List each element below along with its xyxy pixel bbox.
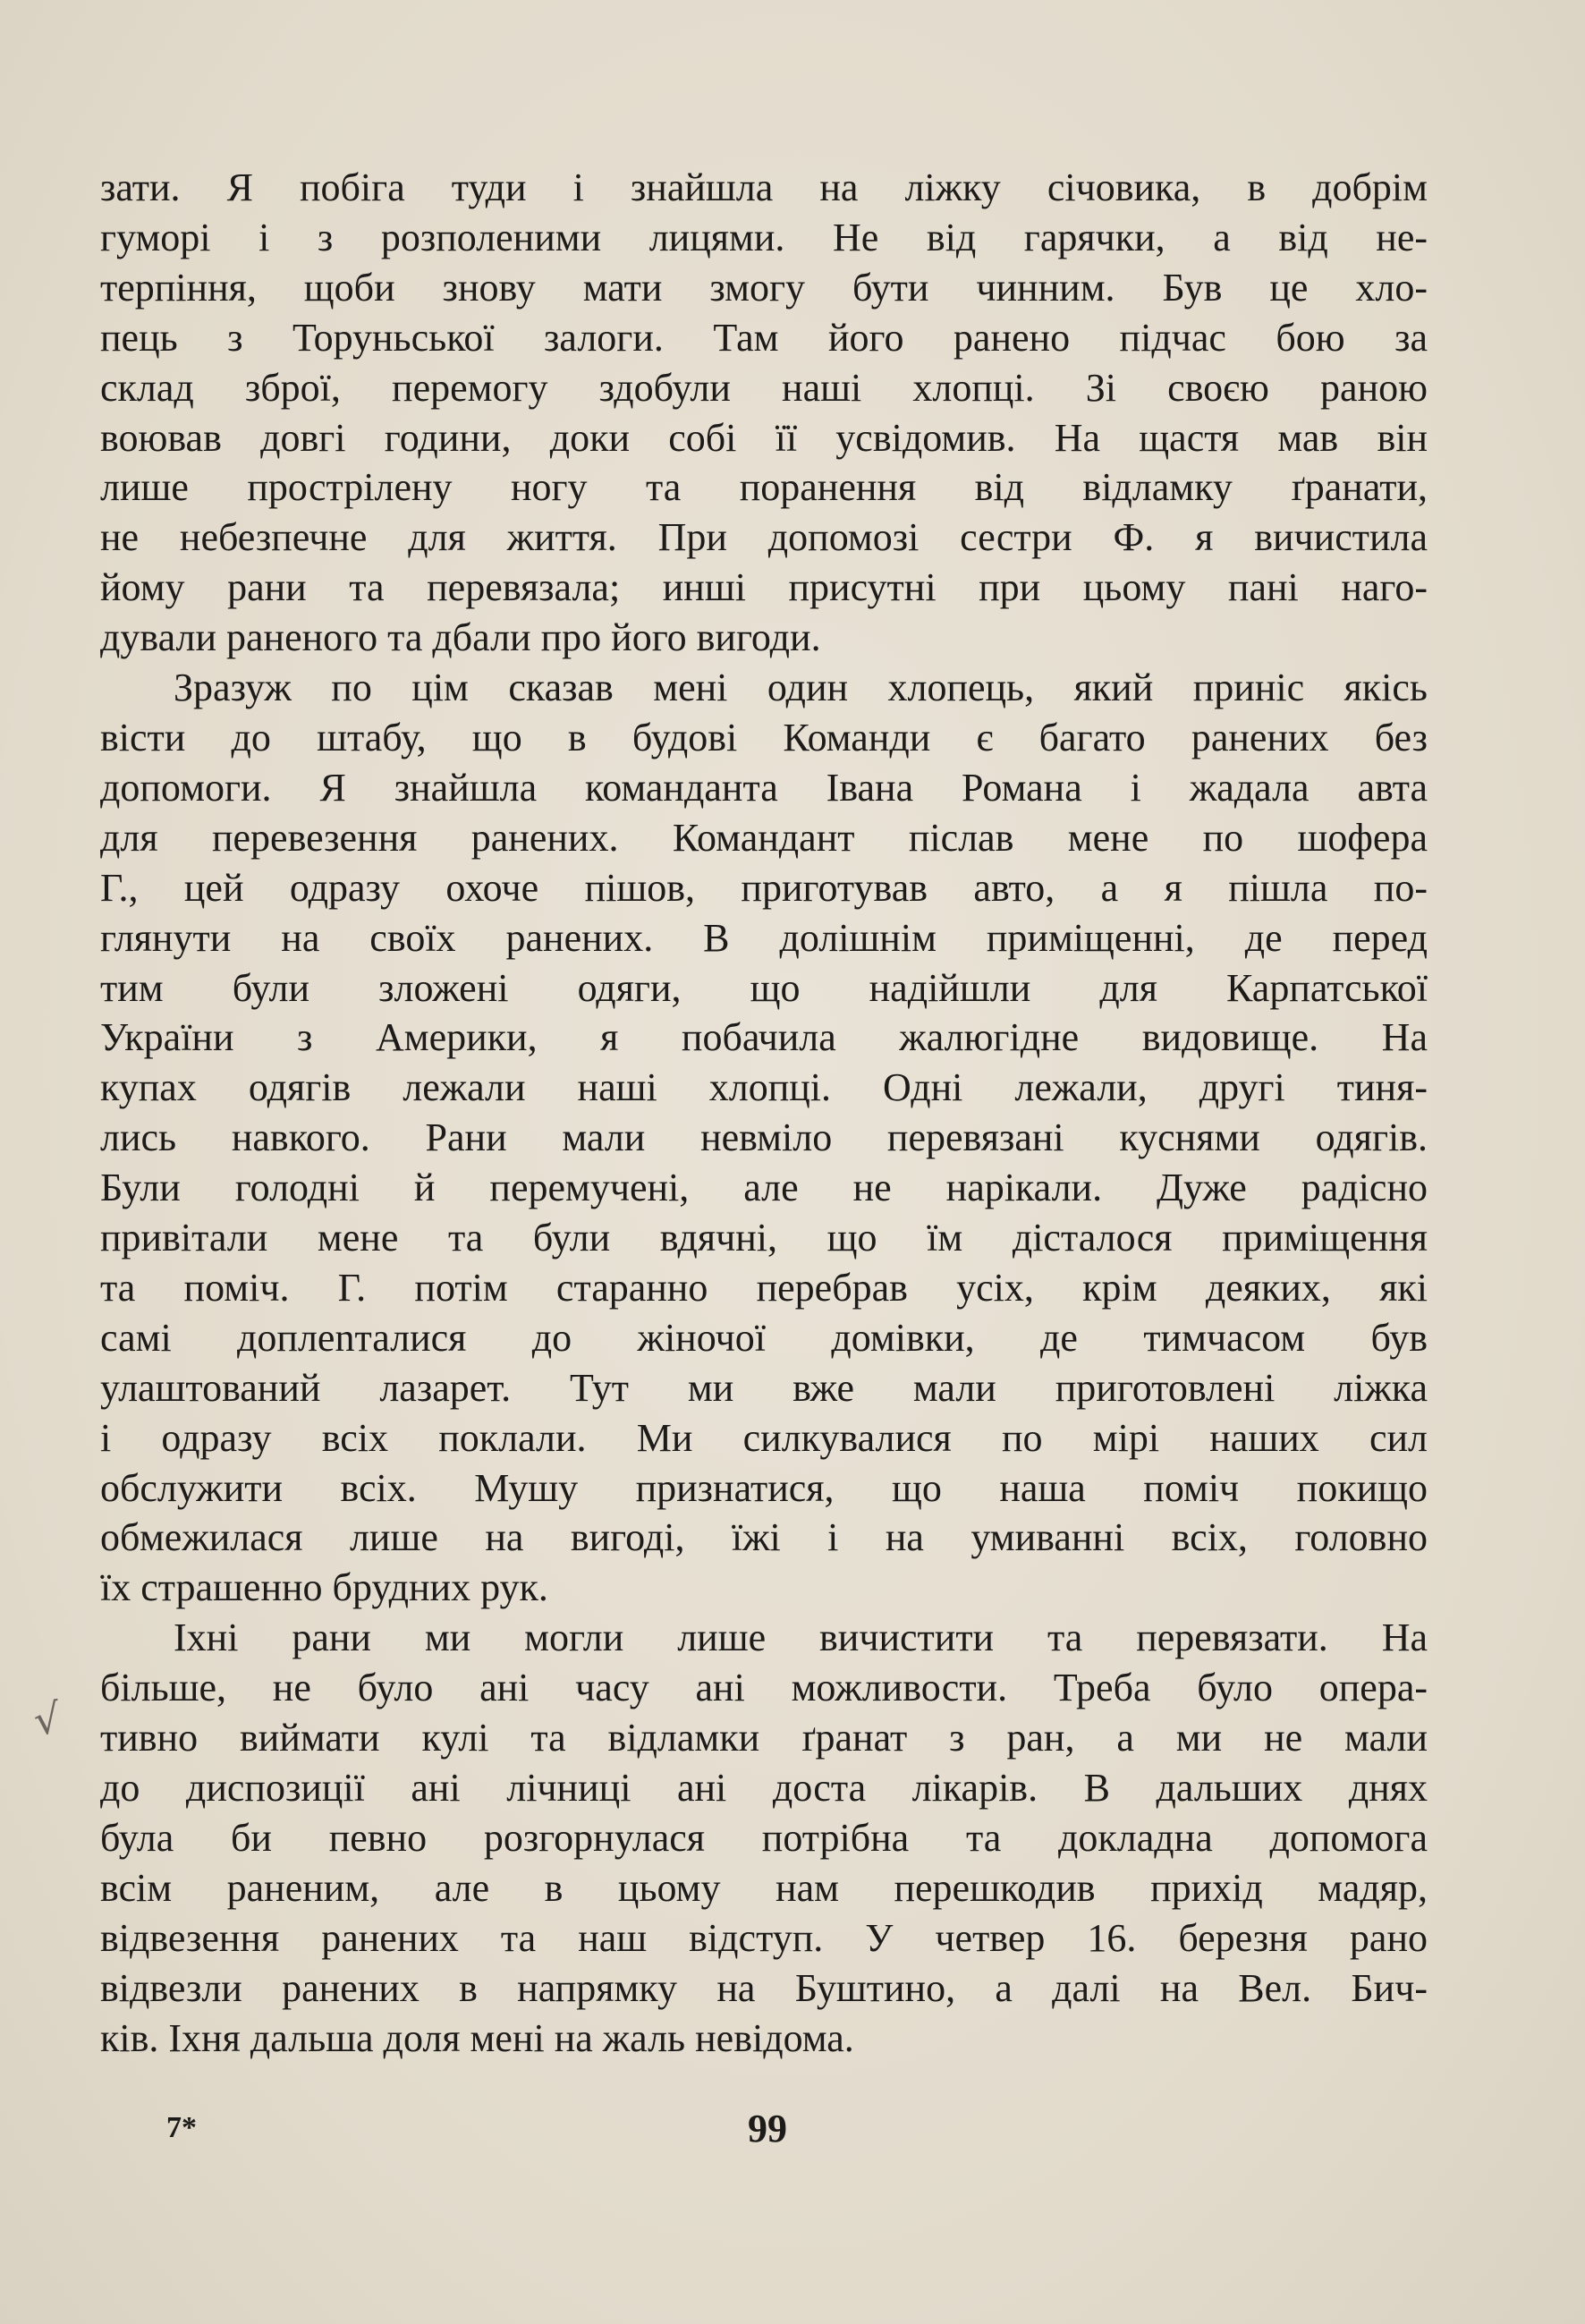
- text-line: відвезли ранених в напрямку на Буштино, а далі на Вел. Бич-: [100, 1965, 1428, 2010]
- text-line: Іхні рани ми могли лише вичистити та перевязати. На: [174, 1616, 1428, 1660]
- text-line: тивно виймати кулі та відламки ґранат з ран, а ми не мали: [100, 1716, 1428, 1760]
- text-line: Були голодні й перемучені, але не нарікали. Дуже радісно: [100, 1166, 1428, 1210]
- text-line: вісти до штабу, що в будові Команди є багато ранених без: [100, 715, 1428, 759]
- text-line: допомоги. Я знайшла команданта Івана Романа і жадала авта: [100, 765, 1428, 810]
- text-line: купах одягів лежали наші хлопці. Одні лежали, другі тиня-: [100, 1065, 1428, 1110]
- text-line: більше, не було ані часу ані можливости. Треба було опера-: [100, 1666, 1428, 1710]
- paragraph: [100, 1613, 1428, 2063]
- text-line: тим були зложені одяги, що надійшли для Карпатської: [100, 965, 1428, 1010]
- text-line: пець з Торуньської залоги. Там його ранено підчас бою за: [100, 315, 1428, 360]
- text-line: привітали мене та були вдячні, що їм дісталося приміщення: [100, 1216, 1428, 1260]
- text-line: не небезпечне для життя. При допомозі сестри Ф. я вичистила: [100, 515, 1428, 560]
- text-line: лись навкого. Рани мали невміло перевязані куснями одягів.: [100, 1115, 1428, 1160]
- text-line: до диспозиції ані лічниці ані доста лікарів. В дальших днях: [100, 1766, 1428, 1810]
- signature-mark: 7*: [166, 2111, 197, 2144]
- text-line: дували раненого та дбали про його вигоди.: [100, 615, 821, 660]
- text-line: відвезення ранених та наш відступ. У четвер 16. березня рано: [100, 1915, 1428, 1960]
- page-body: [100, 163, 1428, 2063]
- text-line: обмежилася лише на вигоді, їжі і на умиванні всіх, головно: [100, 1515, 1428, 1560]
- text-line: лише прострілену ногу та поранення від відламку ґранати,: [100, 465, 1428, 510]
- text-line: їх страшенно брудних рук.: [100, 1565, 548, 1610]
- text-line: йому рани та перевязала; инші присутні при цьому пані наго-: [100, 565, 1428, 610]
- paragraph: [100, 163, 1428, 663]
- text-line: склад зброї, перемогу здобули наші хлопці. Зі своєю раною: [100, 365, 1428, 410]
- text-line: гуморі і з розполеними лицями. Не від гарячки, а від не-: [100, 215, 1428, 259]
- text-line: України з Америки, я побачила жалюгідне видовище. На: [100, 1015, 1428, 1060]
- text-line: воював довгі години, доки собі її усвідомив. На щастя мав він: [100, 415, 1428, 460]
- text-line: та поміч. Г. потім старанно перебрав усіх, крім деяких, які: [100, 1265, 1428, 1310]
- text-line: глянути на своїх ранених. В долішнім приміщенні, де перед: [100, 915, 1428, 960]
- text-line: обслужити всіх. Мушу признатися, що наша поміч покищо: [100, 1465, 1428, 1510]
- text-line: Г., цей одразу охоче пішов, приготував авто, а я пішла по-: [100, 865, 1428, 910]
- margin-checkmark: √: [30, 1693, 64, 1745]
- text-line: улаштований лазарет. Тут ми вже мали приготовлені ліжка: [100, 1365, 1428, 1410]
- paragraph: [100, 663, 1428, 1613]
- text-line: самі доплenталися до жіночої домівки, де тимчасом був: [100, 1315, 1428, 1360]
- text-line: Зразуж по цім сказав мені один хлопець, який приніс якісь: [174, 666, 1428, 710]
- text-line: всім раненим, але в цьому нам перешкодив прихід мадяр,: [100, 1865, 1428, 1910]
- text-line: для перевезення ранених. Командант післав мене по шофера: [100, 815, 1428, 860]
- text-line: терпіння, щоби знову мати змогу бути чинним. Був це хло-: [100, 265, 1428, 310]
- text-line: зати. Я побіга туди і знайшла на ліжку січовика, в добрім: [100, 165, 1428, 209]
- text-line: і одразу всіх поклали. Ми силкувалися по мірі наших сил: [100, 1415, 1428, 1460]
- page-number: 99: [748, 2107, 787, 2150]
- text-line: була би певно розгорнулася потрібна та докладна допомога: [100, 1815, 1428, 1860]
- text-line: ків. Іхня дальша доля мені на жаль невідома.: [100, 2015, 854, 2060]
